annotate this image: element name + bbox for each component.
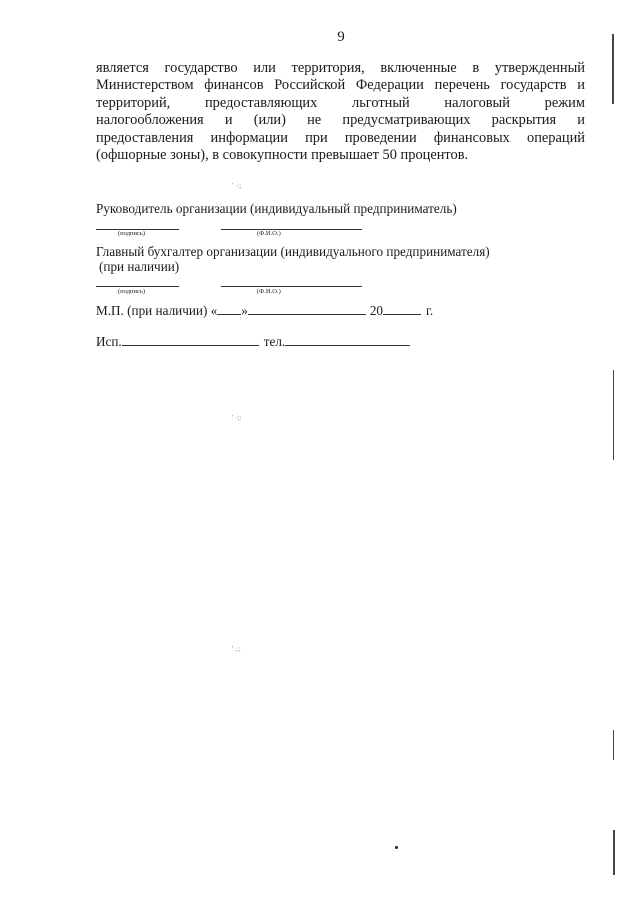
year-prefix: 20 xyxy=(369,303,384,318)
month-blank xyxy=(248,314,366,315)
stamp-quote-close: » xyxy=(241,303,248,318)
phone-label: тел. xyxy=(263,334,286,349)
head-name-caption: (Ф.И.О.) xyxy=(257,230,281,237)
scan-speck: ' ·;: xyxy=(232,414,242,422)
body-line: является государство или территория, включенные в утвержденный xyxy=(96,60,585,76)
scan-edge-mark xyxy=(613,830,615,875)
executor-line xyxy=(96,334,410,350)
body-line: предоставления информации при проведении финансовых операций xyxy=(96,129,585,146)
body-line: территорий, предоставляющих льготный налоговый режим xyxy=(96,94,585,111)
year-blank xyxy=(383,314,421,315)
accountant-name-caption: (Ф.И.О.) xyxy=(257,288,281,295)
page-number: 9 xyxy=(337,29,345,45)
stamp-date-line xyxy=(96,303,433,319)
scan-dot xyxy=(395,846,398,849)
day-blank xyxy=(217,314,241,315)
scan-speck: ' ,:; xyxy=(232,645,241,653)
accountant-name-line xyxy=(221,286,362,287)
body-line: Министерством финансов Российской Федерации перечень государств и xyxy=(96,77,585,94)
head-sign-caption: (подпись) xyxy=(118,230,145,237)
body-line: (офшорные зоны), в совокупности превышает 50 процентов. xyxy=(96,147,469,164)
body-paragraph xyxy=(96,60,585,164)
accountant-sign-line xyxy=(96,286,179,287)
scan-edge-mark xyxy=(613,370,614,460)
chief-accountant-note: (при наличии) xyxy=(99,259,180,274)
accountant-sign-caption: (подпись) xyxy=(118,288,145,295)
phone-blank xyxy=(285,345,410,346)
year-suffix: г. xyxy=(426,303,434,318)
head-of-org-label: Руководитель организации (индивидуальный предприниматель) xyxy=(96,201,457,216)
executor-blank xyxy=(122,345,259,346)
head-name-line xyxy=(221,229,362,230)
scan-speck: ' ·:; xyxy=(232,182,242,190)
body-line: налогообложения и (или) не предусматривающих раскрытия и xyxy=(96,112,585,129)
scan-edge-mark xyxy=(612,34,614,104)
chief-accountant-label: Главный бухгалтер организации (индивидуального предпринимателя) xyxy=(96,244,490,259)
scan-edge-mark xyxy=(613,730,614,760)
stamp-prefix: М.П. (при наличии) « xyxy=(96,303,218,318)
executor-label: Исп. xyxy=(96,334,122,349)
